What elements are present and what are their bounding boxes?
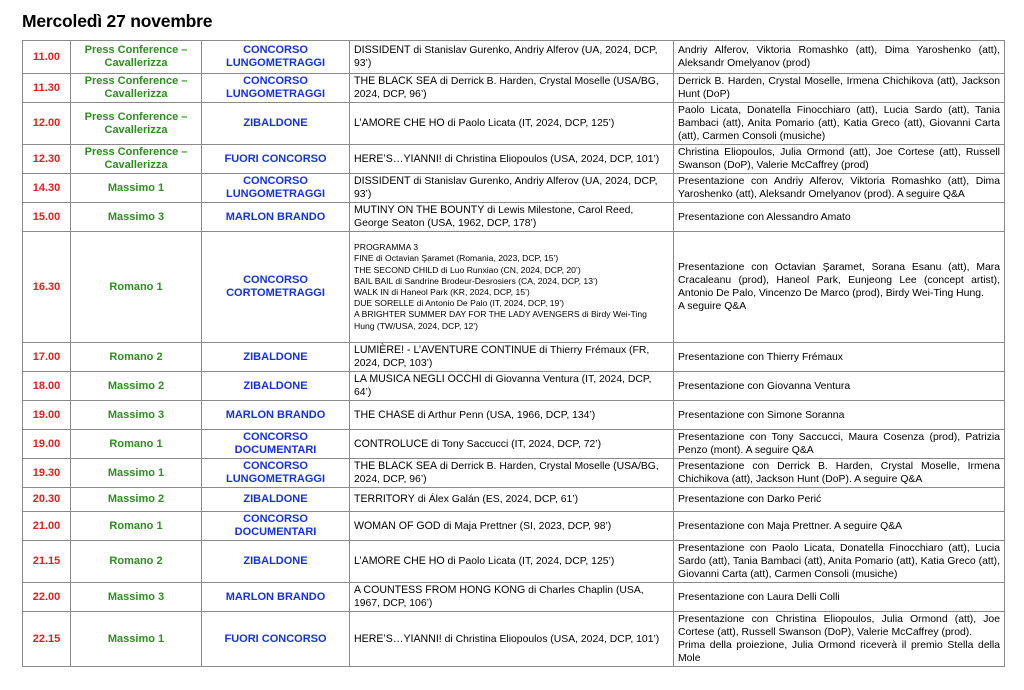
- film-title: HERE’S…YIANNI!: [354, 152, 442, 165]
- notes-text: Andriy Alferov, Viktoria Romashko (att), Dima Yaroshenko (att), Aleksandr Omelyanov (prod): [678, 45, 1000, 69]
- venue-cell: Romano 1: [71, 232, 202, 343]
- film-cell: [350, 512, 674, 541]
- section-cell: ZIBALDONE: [202, 103, 350, 145]
- section-cell: FUORI CONCORSO: [202, 145, 350, 174]
- program-item: [354, 276, 669, 287]
- table-row: [23, 174, 1005, 203]
- venue-cell: Massimo 3: [71, 583, 202, 612]
- venue-cell: Press Conference – Cavallerizza: [71, 74, 202, 103]
- venue-cell: Massimo 1: [71, 174, 202, 203]
- section-cell: CONCORSO LUNGOMETRAGGI: [202, 41, 350, 74]
- film-details: di Sandrine Brodeur-Desrosiers (CA, 2024, DCP, 13’): [393, 275, 598, 286]
- table-row: [23, 203, 1005, 232]
- time-cell: 20.30: [23, 488, 71, 512]
- time-cell: 19.00: [23, 401, 71, 430]
- film-cell: [350, 541, 674, 583]
- film-cell: [350, 372, 674, 401]
- venue-cell: Massimo 3: [71, 401, 202, 430]
- film-details: di Álex Galán (ES, 2024, DCP, 61’): [414, 494, 579, 505]
- table-row: [23, 232, 1005, 343]
- film-details: di Christina Eliopoulos (USA, 2024, DCP, 101’): [441, 633, 660, 645]
- notes-cell: [674, 430, 1005, 459]
- section-cell: CONCORSO DOCUMENTARI: [202, 430, 350, 459]
- notes-cell: [674, 232, 1005, 343]
- table-row: [23, 401, 1005, 430]
- section-cell: MARLON BRANDO: [202, 401, 350, 430]
- film-cell: [350, 203, 674, 232]
- notes-text: Presentazione con Tony Saccucci, Maura Cosenza (prod), Patrizia Penzo (mont). A seguire Q&A: [678, 432, 1000, 456]
- film-title: THE SECOND CHILD: [354, 264, 439, 275]
- film-cell: [350, 145, 674, 174]
- time-cell: 16.30: [23, 232, 71, 343]
- section-cell: ZIBALDONE: [202, 343, 350, 372]
- table-row: [23, 103, 1005, 145]
- film-details: di Stanislav Gurenko, Andriy Alferov (UA, 2024, DCP, 93’): [354, 45, 658, 69]
- notes-text: Presentazione con Maja Prettner. A seguire Q&A: [678, 520, 903, 532]
- table-row: [23, 145, 1005, 174]
- notes-text: Presentazione con Giovanna Ventura: [678, 380, 851, 392]
- time-cell: 14.30: [23, 174, 71, 203]
- film-title: L’AMORE CHE HO: [354, 117, 445, 129]
- venue-cell: Massimo 1: [71, 459, 202, 488]
- film-details: di Derrick B. Harden, Crystal Moselle (USA/BG, 2024, DCP, 96’): [354, 76, 659, 100]
- film-cell: [350, 41, 674, 74]
- venue-cell: Press Conference – Cavallerizza: [71, 103, 202, 145]
- table-row: [23, 459, 1005, 488]
- film-title: DISSIDENT: [354, 44, 411, 56]
- film-cell: [350, 232, 674, 343]
- film-cell: [350, 612, 674, 667]
- table-row: [23, 612, 1005, 667]
- table-row: [23, 430, 1005, 459]
- venue-cell: Massimo 2: [71, 372, 202, 401]
- venue-cell: Press Conference – Cavallerizza: [71, 41, 202, 74]
- film-details: di Lewis Milestone, Carol Reed, George Seaton (USA, 1962, DCP, 178’): [354, 205, 634, 229]
- film-details: di Birdy Wei-Ting: [579, 309, 647, 320]
- time-cell: 17.00: [23, 343, 71, 372]
- film-details: di Giovanna Ventura (IT, 2024, DCP, 64’): [354, 374, 652, 398]
- notes-text: Presentazione con Laura Delli Colli: [678, 591, 840, 603]
- notes-extra: A seguire Q&A: [678, 301, 747, 312]
- film-details: di Paolo Licata (IT, 2024, DCP, 125’): [444, 118, 615, 129]
- program-item: [354, 242, 669, 253]
- notes-cell: [674, 512, 1005, 541]
- table-row: [23, 41, 1005, 74]
- time-cell: 19.00: [23, 430, 71, 459]
- film-cell: [350, 343, 674, 372]
- time-cell: 12.30: [23, 145, 71, 174]
- time-cell: 18.00: [23, 372, 71, 401]
- section-cell: CONCORSO LUNGOMETRAGGI: [202, 74, 350, 103]
- film-title: PROGRAMMA 3: [354, 242, 418, 253]
- film-cell: [350, 74, 674, 103]
- time-cell: 11.00: [23, 41, 71, 74]
- time-cell: 21.00: [23, 512, 71, 541]
- film-cell: [350, 583, 674, 612]
- notes-text: Paolo Licata, Donatella Finocchiaro (att), Lucia Sardo (att), Tania Bambaci (att), Anita Pomario (att), Katia Greco (att), Giovanni Carta (att), Carmen Consoli (musiche): [678, 105, 1000, 142]
- time-cell: 11.30: [23, 74, 71, 103]
- film-title: TERRITORY: [354, 493, 415, 505]
- notes-text: Presentazione con Alessandro Amato: [678, 211, 851, 223]
- notes-cell: [674, 203, 1005, 232]
- page-title: Mercoledì 27 novembre: [22, 11, 213, 31]
- program-item: [354, 287, 669, 298]
- film-title: LUMIÈRE! - L’AVENTURE CONTINUE: [354, 344, 537, 356]
- film-title: CONTROLUCE: [354, 437, 429, 450]
- film-title: A COUNTESS FROM HONG KONG: [354, 584, 526, 596]
- film-title: L’AMORE CHE HO: [354, 555, 445, 567]
- notes-text: Presentazione con Derrick B. Harden, Crystal Moselle, Irmena Chichikova (att), Jackson Hunt (DoP). A seguire Q&A: [678, 461, 1000, 485]
- film-title: THE CHASE: [354, 408, 415, 421]
- section-cell: ZIBALDONE: [202, 541, 350, 583]
- notes-cell: [674, 174, 1005, 203]
- notes-text: Christina Eliopoulos, Julia Ormond (att), Joe Cortese (att), Russell Swanson (DoP), Valerie McCaffrey (prod): [678, 147, 1000, 171]
- notes-text: Presentazione con Christina Eliopoulos, Julia Ormond (att), Joe Cortese (att), Russell Swanson (DoP), Valerie McCaffrey (prod).: [678, 614, 1000, 638]
- table-row: [23, 488, 1005, 512]
- notes-cell: [674, 145, 1005, 174]
- film-cell: [350, 103, 674, 145]
- time-cell: 12.00: [23, 103, 71, 145]
- notes-cell: [674, 74, 1005, 103]
- section-cell: ZIBALDONE: [202, 488, 350, 512]
- film-details: di Octavian Şaramet (Romania, 2023, DCP, 15’): [373, 253, 559, 264]
- film-title: THE BLACK SEA: [354, 460, 438, 472]
- notes-cell: [674, 103, 1005, 145]
- film-title: BAIL BAIL: [354, 275, 394, 286]
- notes-cell: [674, 372, 1005, 401]
- notes-text: Derrick B. Harden, Crystal Moselle, Irmena Chichikova (att), Jackson Hunt (DoP): [678, 76, 1000, 100]
- venue-cell: Massimo 1: [71, 612, 202, 667]
- table-row: [23, 343, 1005, 372]
- film-details: di Tony Saccucci (IT, 2024, DCP, 72’): [428, 438, 602, 450]
- notes-cell: [674, 459, 1005, 488]
- venue-cell: Romano 2: [71, 541, 202, 583]
- time-cell: 15.00: [23, 203, 71, 232]
- film-details: Hung (TW/USA, 2024, DCP, 12’): [354, 320, 479, 331]
- section-cell: ZIBALDONE: [202, 372, 350, 401]
- film-title: MUTINY ON THE BOUNTY: [354, 204, 485, 216]
- time-cell: 22.00: [23, 583, 71, 612]
- film-title: DISSIDENT: [354, 175, 411, 187]
- venue-cell: Romano 1: [71, 430, 202, 459]
- program-item: [354, 253, 669, 264]
- notes-extra: Prima della proiezione, Julia Ormond riceverà il premio Stella della Mole: [678, 640, 1000, 664]
- film-title: WOMAN OF GOD: [354, 519, 441, 532]
- film-cell: [350, 430, 674, 459]
- film-details: di Christina Eliopoulos (USA, 2024, DCP, 101’): [441, 153, 660, 165]
- notes-text: Presentazione con Simone Soranna: [678, 409, 845, 421]
- film-details: di Charles Chaplin (USA, 1967, DCP, 106’): [354, 585, 644, 609]
- section-cell: MARLON BRANDO: [202, 583, 350, 612]
- notes-text: Presentazione con Octavian Şaramet, Sorana Esanu (att), Mara Cracaleanu (prod), Haneol Park, Eunjeong Lee (concept artist), Antonio De Palo, Vincenzo De Marco (prod), Birdy Wei-Ting Hung.: [678, 262, 1000, 299]
- section-cell: CONCORSO CORTOMETRAGGI: [202, 232, 350, 343]
- film-cell: [350, 401, 674, 430]
- table-row: [23, 74, 1005, 103]
- film-title: A BRIGHTER SUMMER DAY FOR THE LADY AVENGERS: [354, 309, 580, 320]
- program-item: [354, 321, 669, 332]
- notes-cell: [674, 583, 1005, 612]
- film-details: di Stanislav Gurenko, Andriy Alferov (UA, 2024, DCP, 93’): [354, 176, 658, 200]
- table-row: [23, 583, 1005, 612]
- table-row: [23, 372, 1005, 401]
- venue-cell: Romano 2: [71, 343, 202, 372]
- film-title: THE BLACK SEA: [354, 75, 438, 87]
- film-cell: [350, 459, 674, 488]
- time-cell: 21.15: [23, 541, 71, 583]
- film-details: di Arthur Penn (USA, 1966, DCP, 134’): [414, 409, 596, 421]
- notes-text: Presentazione con Paolo Licata, Donatella Finocchiaro (att), Lucia Sardo (att), Tania Bambaci (att), Anita Pomario (att), Katia Greco (att), Giovanni Carta (att), Carmen Consoli (musiche): [678, 543, 1000, 580]
- notes-cell: [674, 401, 1005, 430]
- notes-cell: [674, 41, 1005, 74]
- program-item: [354, 265, 669, 276]
- notes-cell: [674, 541, 1005, 583]
- time-cell: 19.30: [23, 459, 71, 488]
- table-row: [23, 541, 1005, 583]
- film-title: HERE’S…YIANNI!: [354, 632, 442, 645]
- notes-cell: [674, 612, 1005, 667]
- film-details: di Luo Runxiao (CN, 2024, DCP, 20’): [438, 264, 581, 275]
- section-cell: MARLON BRANDO: [202, 203, 350, 232]
- film-title: FINE: [354, 253, 374, 264]
- section-cell: FUORI CONCORSO: [202, 612, 350, 667]
- notes-cell: [674, 343, 1005, 372]
- film-details: di Paolo Licata (IT, 2024, DCP, 125’): [444, 556, 615, 567]
- film-details: di Haneol Park (KR, 2024, DCP, 15’): [389, 287, 530, 297]
- program-item: [354, 309, 669, 320]
- film-cell: [350, 488, 674, 512]
- film-title: WALK IN: [354, 287, 390, 297]
- venue-cell: Massimo 3: [71, 203, 202, 232]
- notes-text: Presentazione con Andriy Alferov, Viktoria Romashko (att), Dima Yaroshenko (att), Aleksandr Omelyanov (prod). A seguire Q&A: [678, 176, 1000, 200]
- film-title: LA MUSICA NEGLI OCCHI: [354, 373, 482, 385]
- notes-text: Presentazione con Thierry Frémaux: [678, 351, 843, 363]
- program-item: [354, 298, 669, 309]
- film-title: DUE SORELLE: [354, 298, 415, 309]
- section-cell: CONCORSO LUNGOMETRAGGI: [202, 174, 350, 203]
- notes-cell: [674, 488, 1005, 512]
- schedule-table: [22, 40, 1005, 667]
- venue-cell: Press Conference – Cavallerizza: [71, 145, 202, 174]
- film-details: di Antonio De Palo (IT, 2024, DCP, 19’): [414, 298, 565, 309]
- notes-text: Presentazione con Darko Perić: [678, 494, 822, 505]
- film-details: di Thierry Frémaux (FR, 2024, DCP, 103’): [354, 345, 650, 369]
- venue-cell: Romano 1: [71, 512, 202, 541]
- venue-cell: Massimo 2: [71, 488, 202, 512]
- film-cell: [350, 174, 674, 203]
- film-details: di Derrick B. Harden, Crystal Moselle (USA/BG, 2024, DCP, 96’): [354, 461, 659, 485]
- section-cell: CONCORSO DOCUMENTARI: [202, 512, 350, 541]
- section-cell: CONCORSO LUNGOMETRAGGI: [202, 459, 350, 488]
- time-cell: 22.15: [23, 612, 71, 667]
- film-details: di Maja Prettner (SI, 2023, DCP, 98’): [440, 520, 612, 532]
- table-row: [23, 512, 1005, 541]
